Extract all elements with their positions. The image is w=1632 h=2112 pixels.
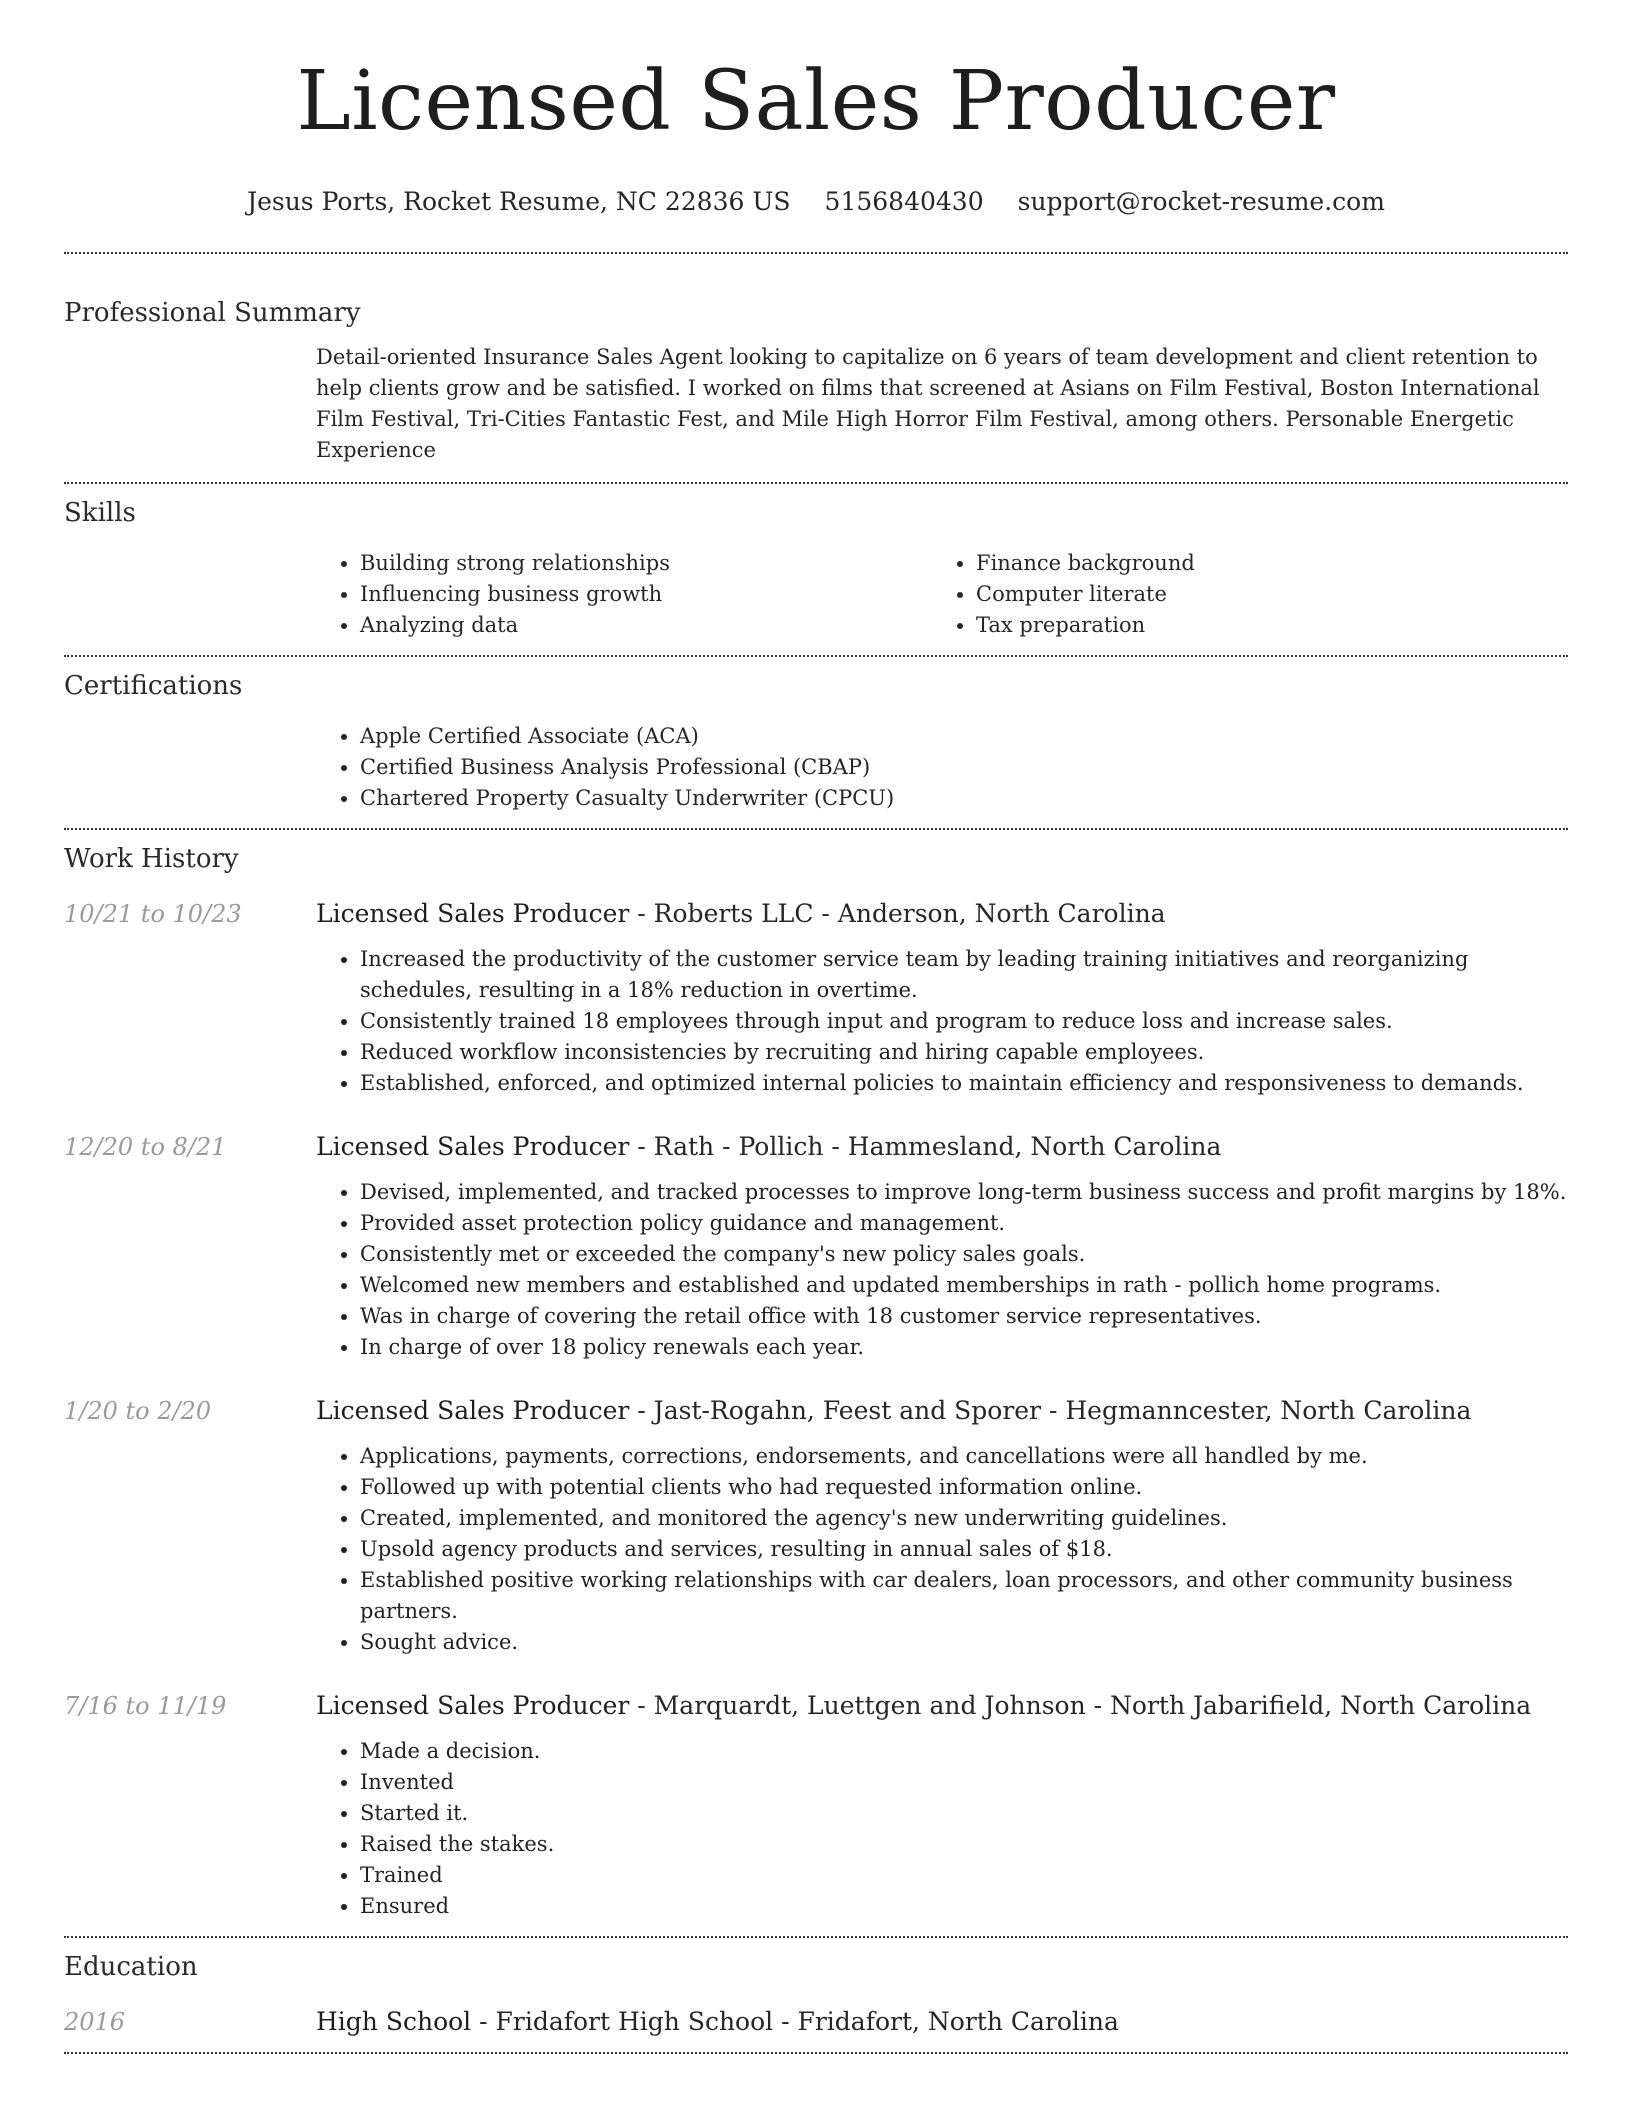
- job-employer: - Roberts LLC - Anderson, North Carolina: [629, 899, 1166, 928]
- work-title: Work History: [64, 844, 239, 874]
- job-role: Licensed Sales Producer: [316, 1396, 630, 1425]
- skill-item: • Computer literate: [976, 579, 1568, 610]
- skills-left-list: [316, 548, 932, 641]
- skills-right-list: [932, 548, 1568, 641]
- summary-section: [64, 254, 1568, 482]
- certification-item: • Chartered Property Casualty Underwriter (CPCU): [360, 783, 1568, 814]
- job-bullet: • Reduced workflow inconsistencies by recruiting and hiring capable employees.: [360, 1037, 1568, 1068]
- job-bullet: • Trained: [360, 1860, 1568, 1891]
- certifications-title: Certifications: [64, 671, 243, 701]
- certifications-section: [64, 657, 1568, 828]
- certifications-list: [316, 721, 1568, 814]
- resume-name: Licensed Sales Producer: [296, 54, 1336, 149]
- job-entry: [64, 898, 1568, 1099]
- job-bullet: • Created, implemented, and monitored the agency's new underwriting guidelines.: [360, 1503, 1568, 1534]
- job-title-line: [316, 898, 1166, 930]
- contact-email: support@rocket-resume.com: [1017, 187, 1385, 216]
- job-bullet: • Applications, payments, corrections, endorsements, and cancellations were all handled by me.: [360, 1441, 1568, 1472]
- job-header: [64, 898, 1568, 930]
- job-dates: 12/20 to 8/21: [64, 1133, 227, 1161]
- job-title-line: [316, 1395, 1471, 1427]
- job-bullet: • Was in charge of covering the retail office with 18 customer service representatives.: [360, 1301, 1568, 1332]
- skills-title: Skills: [64, 498, 136, 528]
- job-bullet: • Invented: [360, 1767, 1568, 1798]
- skill-item: • Building strong relationships: [360, 548, 932, 579]
- work-section: [64, 830, 1568, 1936]
- job-employer: - Rath - Pollich - Hammesland, North Carolina: [629, 1132, 1222, 1161]
- contact-line: [64, 186, 1568, 218]
- summary-title: Professional Summary: [64, 298, 361, 328]
- job-bullet: • Consistently trained 18 employees through input and program to reduce loss and increase sales.: [360, 1006, 1568, 1037]
- summary-text: Detail-oriented Insurance Sales Agent looking to capitalize on 6 years of team development and client retention to help clients grow and be satisfied. I worked on films that screened at Asians on Film Festival, Boston International Film Festival, Tri-Cities Fantastic Fest, and Mile High Horror Film Festival, among others. Personable Energetic Experience: [316, 345, 1540, 462]
- certification-item: • Apple Certified Associate (ACA): [360, 721, 1568, 752]
- job-bullet: • Welcomed new members and established and updated memberships in rath - pollich home programs.: [360, 1270, 1568, 1301]
- job-bullet: • Started it.: [360, 1798, 1568, 1829]
- job-bullet: • Made a decision.: [360, 1736, 1568, 1767]
- job-entry: [64, 1690, 1568, 1922]
- job-bullet: • Increased the productivity of the customer service team by leading training initiatives and reorganizing schedules, resulting in a 18% reduction in overtime.: [360, 944, 1568, 1006]
- job-bullets: [316, 1736, 1568, 1922]
- education-title: Education: [64, 1952, 198, 1982]
- job-bullet: • In charge of over 18 policy renewals each year.: [360, 1332, 1568, 1363]
- certifications-body: [316, 721, 1568, 814]
- job-bullets: [316, 1441, 1568, 1658]
- job-header: [64, 1395, 1568, 1427]
- job-bullet: • Devised, implemented, and tracked processes to improve long-term business success and profit margins by 18%.: [360, 1177, 1568, 1208]
- job-dates: 7/16 to 11/19: [64, 1692, 227, 1720]
- job-header: [64, 1690, 1568, 1722]
- job-bullet: • Established, enforced, and optimized internal policies to maintain efficiency and responsiveness to demands.: [360, 1068, 1568, 1099]
- skill-item: • Finance background: [976, 548, 1568, 579]
- job-role: Licensed Sales Producer: [316, 899, 630, 928]
- skill-item: • Tax preparation: [976, 610, 1568, 641]
- job-role: Licensed Sales Producer: [316, 1132, 630, 1161]
- job-bullets: [316, 944, 1568, 1099]
- job-bullet: • Upsold agency products and services, resulting in annual sales of $18.: [360, 1534, 1568, 1565]
- job-bullet: • Established positive working relationships with car dealers, loan processors, and other community business partners.: [360, 1565, 1568, 1627]
- job-dates: 10/21 to 10/23: [64, 900, 242, 928]
- job-bullet: • Consistently met or exceeded the company's new policy sales goals.: [360, 1239, 1568, 1270]
- education-school: - Fridafort High School - Fridafort, North Carolina: [471, 2007, 1119, 2036]
- job-bullet: • Followed up with potential clients who had requested information online.: [360, 1472, 1568, 1503]
- job-entry: [64, 1131, 1568, 1363]
- job-role: Licensed Sales Producer: [316, 1691, 630, 1720]
- job-employer: - Jast-Rogahn, Feest and Sporer - Hegmanncester, North Carolina: [629, 1396, 1472, 1425]
- skills-section: [64, 484, 1568, 655]
- contact-phone: 5156840430: [824, 187, 984, 216]
- job-bullet: • Ensured: [360, 1891, 1568, 1922]
- job-bullet: • Provided asset protection policy guidance and management.: [360, 1208, 1568, 1239]
- skill-item: • Influencing business growth: [360, 579, 932, 610]
- contact-address: Jesus Ports, Rocket Resume, NC 22836 US: [247, 187, 791, 216]
- education-degree: High School: [316, 2007, 472, 2036]
- job-title-line: [316, 1131, 1221, 1163]
- job-employer: - Marquardt, Luettgen and Johnson - North Jabarifield, North Carolina: [629, 1691, 1532, 1720]
- skill-item: • Analyzing data: [360, 610, 932, 641]
- skills-grid: [316, 548, 1568, 641]
- job-title-line: [316, 1690, 1531, 1722]
- job-entry: [64, 1395, 1568, 1658]
- divider: [64, 2052, 1568, 2054]
- job-header: [64, 1131, 1568, 1163]
- job-bullets: [316, 1177, 1568, 1363]
- education-line: [316, 2006, 1119, 2038]
- job-bullet: • Sought advice.: [360, 1627, 1568, 1658]
- job-bullet: • Raised the stakes.: [360, 1829, 1568, 1860]
- education-entry: [64, 2006, 1568, 2038]
- certification-item: • Certified Business Analysis Professional (CBAP): [360, 752, 1568, 783]
- education-year: 2016: [64, 2008, 126, 2036]
- education-section: [64, 1938, 1568, 2052]
- job-dates: 1/20 to 2/20: [64, 1397, 212, 1425]
